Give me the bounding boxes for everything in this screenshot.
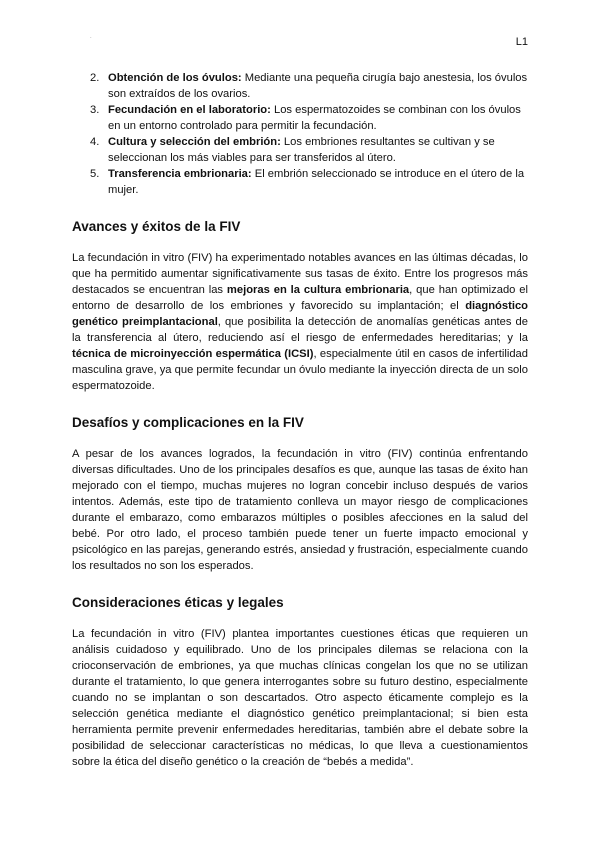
document-body [72,70,528,770]
steps-list [72,70,528,198]
list-item: 2. Obtención de los óvulos: Mediante una pequeña cirugía bajo anestesia, los óvulos son extraídos de los ovarios. [90,72,528,100]
section-heading-avances: Avances y éxitos de la FIV [72,219,241,234]
corner-mark: . [90,34,92,40]
page-label: L1 [515,36,528,48]
section-heading-desafios: Desafíos y complicaciones en la FIV [72,415,304,430]
step-title: Transferencia embrionaria: [108,168,252,180]
list-item: 4. Cultura y selección del embrión: Los embriones resultantes se cultivan y se seleccionan los más viables para ser transferidos al útero. [90,136,495,164]
step-text: Mediante una pequeña cirugía bajo anestesia, los óvulos son extraídos de los ovarios. [108,72,528,100]
list-item: 3. Fecundación en el laboratorio: Los espermatozoides se combinan con los óvulos en un entorno controlado para permitir la fecundación. [90,104,521,132]
paragraph-desafios: A pesar de los avances logrados, la fecundación in vitro (FIV) continúa enfrentando diversas dificultades. Uno de los principales desafíos es que, aunque las tasas de éxito han mejorado con el tiempo, muchas mujeres no logran concebir incluso después de varios intentos. Además, este tipo de tratamiento conlleva un mayor riesgo de complicaciones durante el embarazo, como embarazos múltiples o posibles afecciones en la salud del bebé. Por otro lado, el proceso también puede tener un fuerte impacto emocional y psicológico en las parejas, generando estrés, ansiedad y frustración, especialmente cuando los resultados no son los esperados. [72,448,528,572]
step-text: Los embriones resultantes se cultivan y se seleccionan los más viables para ser transferidos al útero. [108,136,495,164]
paragraph-avances: La fecundación in vitro (FIV) ha experimentado notables avances en las últimas décadas, lo que ha permitido aumentar significativamente sus tasas de éxito. Entre los progresos más destacados se encuentran las mejoras en la cultura embrionaria, que han optimizado el entorno de desarrollo de los embriones y favorecido su implantación; el diagnóstico genético preimplantacional, que posibilita la detección de anomalías genéticas antes de la transferencia al útero, reduciendo así el riesgo de enfermedades hereditarias; y la técnica de microinyección espermática (ICSI), especialmente útil en casos de infertilidad masculina grave, ya que permite fecundar un óvulo mediante la inyección directa de un solo espermatozoide. [72,252,528,392]
section-heading-eticas: Consideraciones éticas y legales [72,595,284,610]
paragraph-eticas: La fecundación in vitro (FIV) plantea importantes cuestiones éticas que requieren un análisis cuidadoso y equilibrado. Uno de los principales dilemas se relaciona con la crioconservación de embriones, ya que muchas clínicas congelan los que no se utilizan durante el tratamiento, lo que genera interrogantes sobre su futuro destino, especialmente cuando no se implantan o son descartados. Otro aspecto éticamente complejo es la selección genética mediante el diagnóstico genético preimplantacional; si bien esta herramienta permite prevenir enfermedades hereditarias, también abre el debate sobre la posibilidad de seleccionar características no médicas, lo que lleva a cuestionamientos sobre la ética del diseño genético o la creación de “bebés a medida”. [72,628,528,768]
list-item: 5. Transferencia embrionaria: El embrión seleccionado se introduce en el útero de la mujer. [90,168,525,196]
step-title: Cultura y selección del embrión: [108,136,281,148]
step-title: Obtención de los óvulos: [108,72,242,84]
step-text: El embrión seleccionado se introduce en el útero de la mujer. [108,168,525,196]
step-text: Los espermatozoides se combinan con los óvulos en un entorno controlado para permitir la fecundación. [108,104,521,132]
step-title: Fecundación en el laboratorio: [108,104,271,116]
